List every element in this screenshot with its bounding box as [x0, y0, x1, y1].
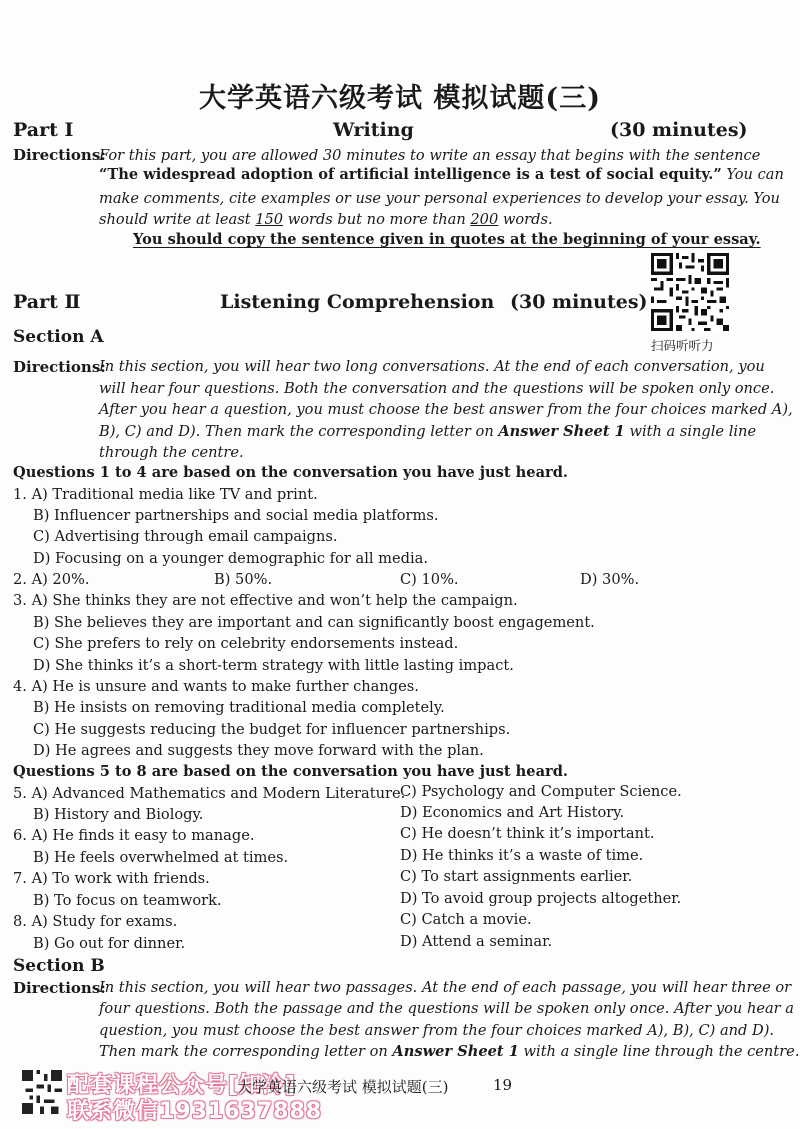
section-a-directions-label: Directions: — [13, 358, 106, 376]
question-4-option-a: 4. A) He is unsure and wants to make further changes. — [13, 678, 419, 695]
watermark-text: 配套课程公众号[知冷] — [67, 1073, 297, 1098]
section-a-directions-line: After you hear a question, you must choose the best answer from the four choices marked A), — [99, 401, 793, 418]
directions-fragment: with a single line — [629, 423, 757, 440]
qr-caption: 扫码听听力 — [651, 338, 714, 353]
question-7-option-c: C) To start assignments earlier. — [400, 868, 633, 885]
question-3-option-a: 3. A) She thinks they are not effective and won’t help the campaign. — [13, 592, 518, 609]
question-6-option-b: B) He feels overwhelmed at times. — [33, 849, 289, 866]
answer-sheet-reference: Answer Sheet 1 — [392, 1043, 519, 1060]
section-b-directions-line: four questions. Both the passage and the questions will be spoken only once. After you hear a — [99, 1000, 794, 1017]
question-7-option-a: 7. A) To work with friends. — [13, 870, 210, 887]
question-4-option-d: D) He agrees and suggests they move forward with the plan. — [33, 742, 484, 759]
question-3-option-c: C) She prefers to rely on celebrity endorsements instead. — [33, 635, 459, 652]
page-number: 19 — [493, 1076, 513, 1094]
part-1-directions-line: make comments, cite examples or use your personal experiences to develop your essay. You — [99, 190, 780, 207]
section-b-directions-line: In this section, you will hear two passages. At the end of each passage, you will hear three or — [99, 979, 792, 996]
section-b-directions-label: Directions: — [13, 979, 106, 997]
part-2-time: (30 minutes) — [510, 291, 648, 313]
part-1-directions-label: Directions: — [13, 146, 106, 164]
directions-fragment: Then mark the corresponding letter on — [99, 1043, 388, 1060]
question-5-option-d: D) Economics and Art History. — [400, 804, 625, 821]
question-5-option-a: 5. A) Advanced Mathematics and Modern Literature. — [13, 785, 406, 802]
section-b-directions-line — [99, 1041, 799, 1063]
part-1-directions-line — [99, 209, 553, 231]
part-1-title: Writing — [333, 119, 414, 141]
section-a-directions-line: through the centre. — [99, 444, 244, 461]
section-a-heading: Section A — [13, 327, 104, 347]
question-1-option-b: B) Influencer partnerships and social media platforms. — [33, 507, 439, 524]
max-words: 200 — [470, 211, 499, 228]
directions-fragment: with a single line through the centre. — [523, 1043, 800, 1060]
question-2-option-a: 2. A) 20%. — [13, 571, 90, 588]
part-2-number: Part Ⅱ — [13, 291, 81, 313]
essay-prompt-sentence: “The widespread adoption of artificial intelligence is a test of social equity.” — [99, 166, 722, 183]
question-2-option-b: B) 50%. — [214, 571, 273, 588]
questions-5-8-heading: Questions 5 to 8 are based on the conversation you have just heard. — [13, 763, 569, 780]
question-8-option-d: D) Attend a seminar. — [400, 933, 553, 950]
section-a-directions-line — [99, 421, 756, 443]
part-1-number: Part Ⅰ — [13, 119, 74, 141]
watermark-qr-icon — [22, 1070, 62, 1114]
question-4-option-c: C) He suggests reducing the budget for influencer partnerships. — [33, 721, 511, 738]
question-1-option-d: D) Focusing on a younger demographic for all media. — [33, 550, 428, 567]
section-a-directions-line: In this section, you will hear two long conversations. At the end of each conversation, you — [99, 358, 765, 375]
question-2-option-c: C) 10%. — [400, 571, 459, 588]
directions-fragment: words. — [502, 211, 553, 228]
question-6-option-a: 6. A) He finds it easy to manage. — [13, 827, 255, 844]
questions-1-4-heading: Questions 1 to 4 are based on the conversation you have just heard. — [13, 464, 569, 481]
part-1-directions-line: For this part, you are allowed 30 minutes to write an essay that begins with the sentence — [99, 147, 761, 164]
section-b-heading: Section B — [13, 956, 105, 976]
answer-sheet-reference: Answer Sheet 1 — [498, 423, 625, 440]
question-6-option-c: C) He doesn’t think it’s important. — [400, 825, 655, 842]
directions-fragment: should write at least — [99, 211, 251, 228]
question-6-option-d: D) He thinks it’s a waste of time. — [400, 847, 644, 864]
question-7-option-d: D) To avoid group projects altogether. — [400, 890, 682, 907]
part-1-directions-line — [99, 166, 784, 183]
running-footer-title: 大学英语六级考试 模拟试题(三) — [237, 1078, 449, 1096]
part-1-time: (30 minutes) — [610, 119, 748, 141]
watermark-text: 联系微信1931637888 — [67, 1099, 323, 1124]
question-1-option-c: C) Advertising through email campaigns. — [33, 528, 338, 545]
question-5-option-b: B) History and Biology. — [33, 806, 204, 823]
question-4-option-b: B) He insists on removing traditional media completely. — [33, 699, 445, 716]
part-1-directions-fragment: You can — [726, 166, 784, 183]
question-3-option-b: B) She believes they are important and can significantly boost engagement. — [33, 614, 595, 631]
qr-code-icon[interactable] — [650, 253, 730, 331]
copy-instruction: You should copy the sentence given in quotes at the beginning of your essay. — [133, 231, 761, 248]
section-a-directions-line: will hear four questions. Both the conversation and the questions will be spoken only once. — [99, 380, 775, 397]
question-5-option-c: C) Psychology and Computer Science. — [400, 783, 682, 800]
question-7-option-b: B) To focus on teamwork. — [33, 892, 222, 909]
section-b-directions-line: question, you must choose the best answer from the four choices marked A), B), C) and D). — [99, 1022, 775, 1039]
question-8-option-a: 8. A) Study for exams. — [13, 913, 178, 930]
question-2-option-d: D) 30%. — [580, 571, 640, 588]
question-3-option-d: D) She thinks it’s a short-term strategy with little lasting impact. — [33, 657, 514, 674]
part-2-title: Listening Comprehension — [220, 291, 495, 313]
directions-fragment: B), C) and D). Then mark the corresponding letter on — [99, 423, 494, 440]
question-8-option-b: B) Go out for dinner. — [33, 935, 186, 952]
min-words: 150 — [255, 211, 284, 228]
question-8-option-c: C) Catch a movie. — [400, 911, 532, 928]
page-title: 大学英语六级考试 模拟试题(三) — [199, 83, 601, 114]
directions-fragment: words but no more than — [287, 211, 466, 228]
question-1-option-a: 1. A) Traditional media like TV and print. — [13, 486, 318, 503]
